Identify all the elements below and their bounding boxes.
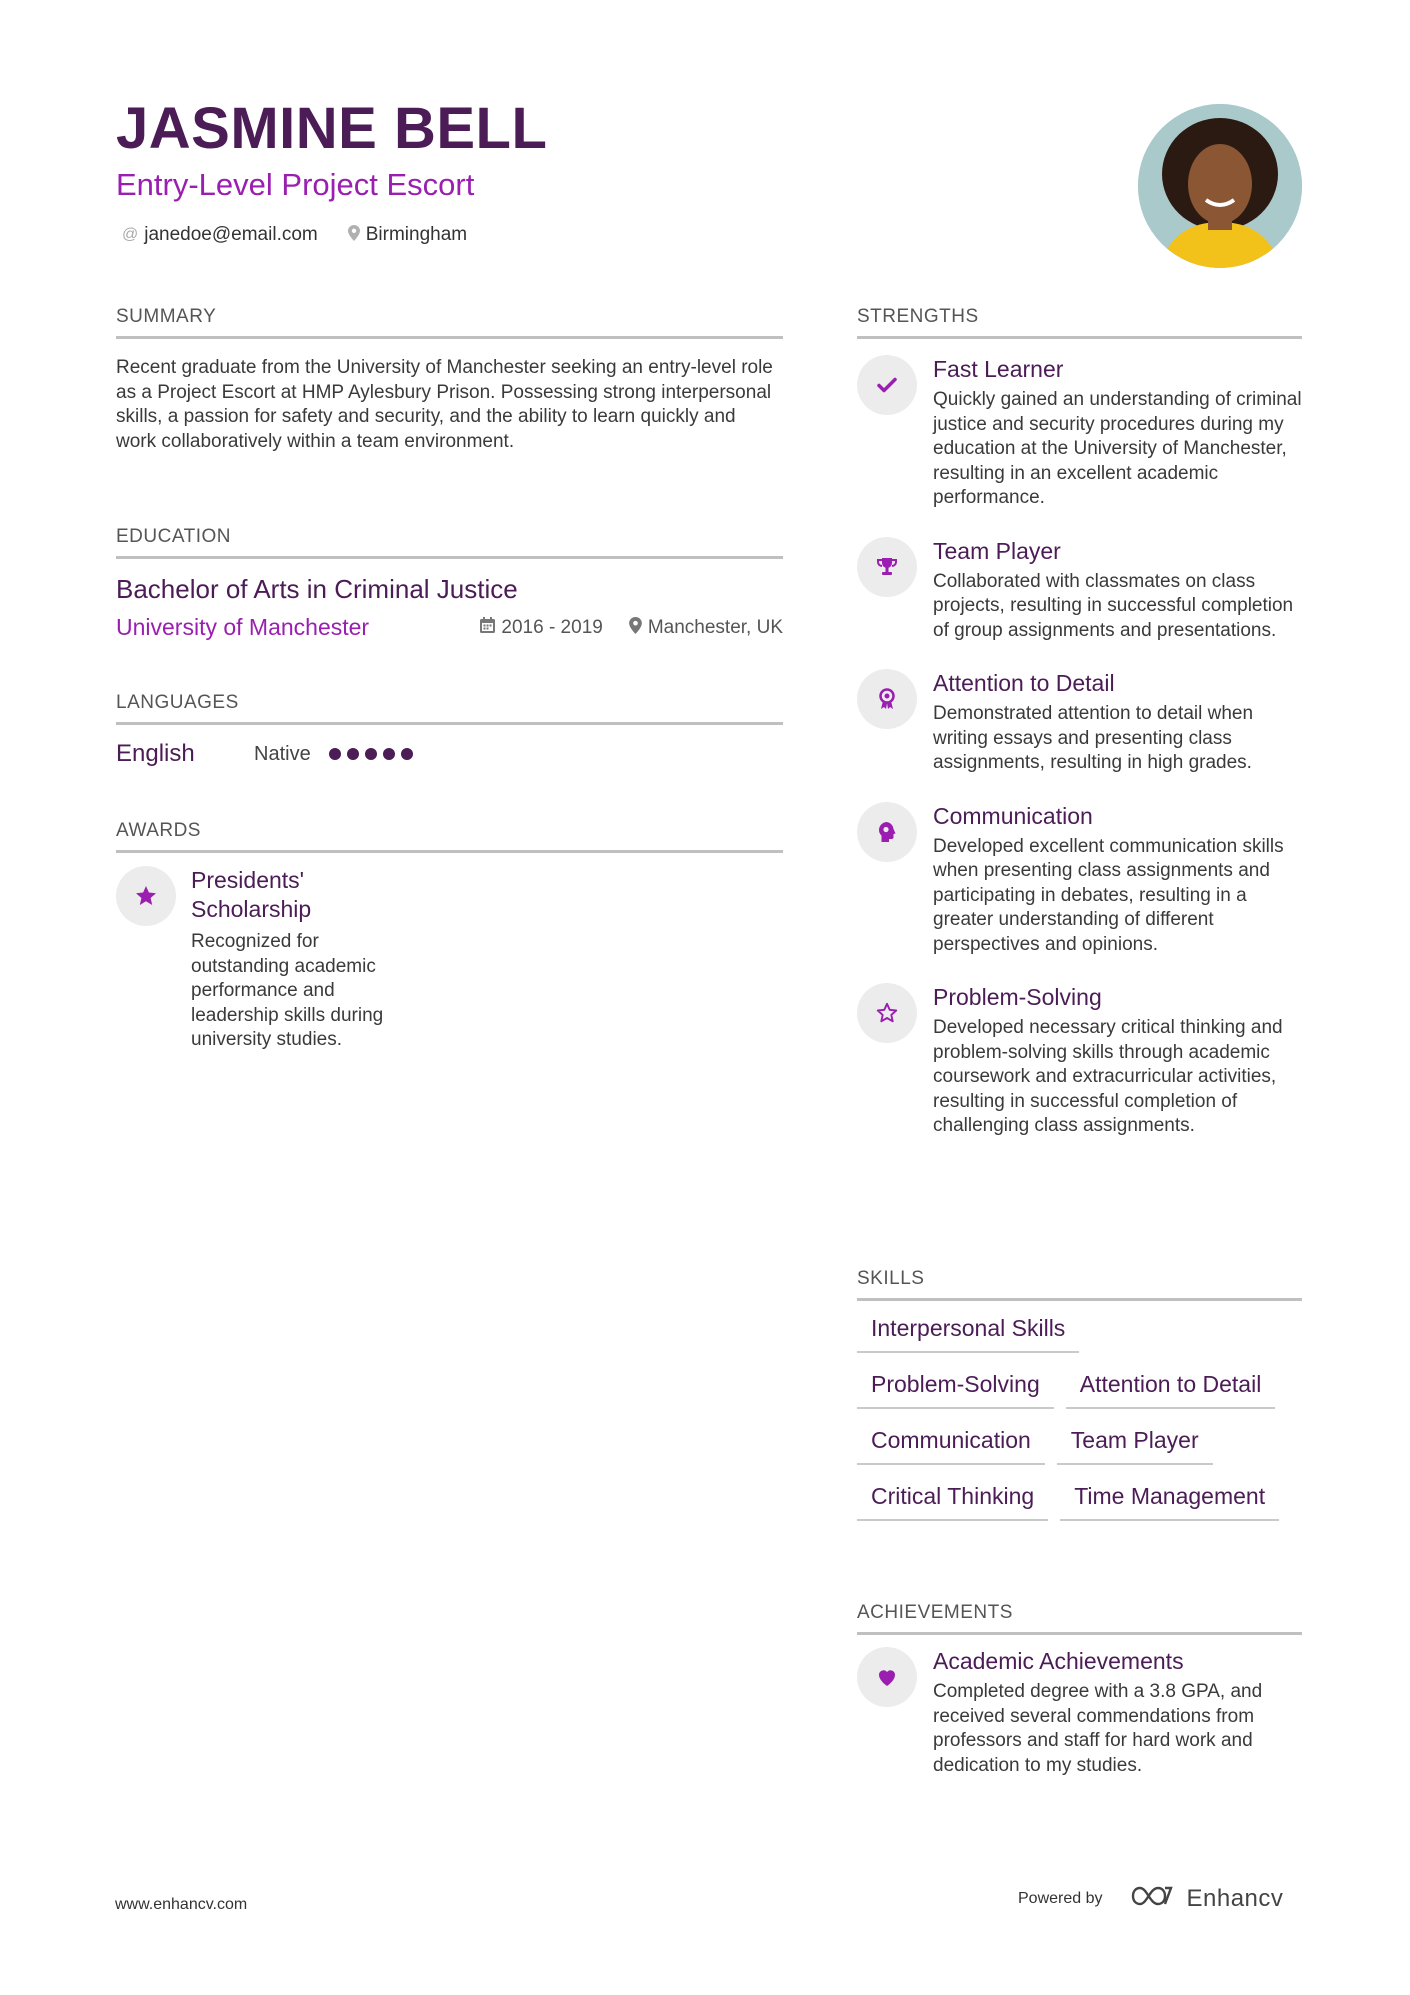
strength-item — [857, 802, 1302, 958]
email-contact[interactable] — [122, 224, 318, 246]
location-text: Birmingham — [365, 224, 468, 245]
education-details — [116, 614, 783, 641]
summary-heading: SUMMARY — [116, 306, 783, 339]
skill-row — [857, 1371, 1302, 1409]
profile-photo — [1138, 104, 1302, 268]
education-location — [629, 617, 783, 639]
language-rating — [329, 748, 413, 760]
language-name: English — [116, 740, 195, 767]
skills-heading: SKILLS — [857, 1268, 1302, 1301]
heart-icon — [857, 1647, 917, 1707]
strength-item — [857, 537, 1302, 644]
skill-row — [857, 1427, 1302, 1465]
contact-info — [122, 224, 467, 246]
skill-row — [857, 1315, 1302, 1353]
trophy-icon — [857, 537, 917, 597]
location-pin-icon — [348, 225, 360, 246]
strength-item — [857, 355, 1302, 511]
strengths-list — [857, 355, 1302, 1165]
enhancv-logo-icon — [1129, 1884, 1175, 1913]
rating-dot — [365, 748, 377, 760]
strengths-heading: STRENGTHS — [857, 306, 1302, 339]
skill-tag: Problem-Solving — [857, 1371, 1054, 1409]
calendar-icon — [480, 617, 495, 638]
awards-heading: AWARDS — [116, 820, 783, 853]
achievement-item — [857, 1647, 1302, 1778]
rating-dot — [383, 748, 395, 760]
skill-tag: Attention to Detail — [1066, 1371, 1276, 1409]
strength-item — [857, 983, 1302, 1139]
check-icon — [857, 355, 917, 415]
strength-item — [857, 669, 1302, 776]
strength-title: Communication — [933, 802, 1093, 829]
award-item — [116, 866, 421, 1053]
strength-title: Attention to Detail — [933, 670, 1115, 696]
strength-title: Problem-Solving — [933, 984, 1102, 1010]
strength-desc: Developed excellent communication skills when presenting class assignments and participating in debates, resulting in a greater understanding of different perspectives and opinions. — [933, 835, 1284, 955]
rating-dot — [347, 748, 359, 760]
strength-title: Fast Learner — [933, 356, 1064, 382]
language-level: Native — [254, 742, 311, 765]
education-degree: Bachelor of Arts in Criminal Justice — [116, 574, 518, 604]
strength-desc: Collaborated with classmates on class projects, resulting in successful completion of group assignments and presentations. — [933, 570, 1294, 641]
strength-title: Team Player — [933, 537, 1061, 564]
brand-name: Enhancv — [1186, 1884, 1284, 1912]
skill-row — [857, 1483, 1302, 1521]
languages-heading: LANGUAGES — [116, 692, 783, 725]
education-dates-text: 2016 - 2019 — [501, 616, 603, 638]
education-location-text: Manchester, UK — [647, 616, 783, 638]
achievements-heading: ACHIEVEMENTS — [857, 1602, 1302, 1635]
education-heading: EDUCATION — [116, 526, 783, 559]
language-item — [116, 740, 413, 768]
strength-desc: Developed necessary critical thinking and problem-solving skills through academic coursework and extracurricular activities, resulting in successful completion of challenging class assignments. — [933, 1017, 1283, 1136]
skill-tag: Time Management — [1060, 1483, 1279, 1521]
rating-dot — [329, 748, 341, 760]
skill-tag: Critical Thinking — [857, 1483, 1048, 1521]
powered-by-label: Powered by — [1018, 1889, 1103, 1907]
location-pin-icon — [629, 617, 642, 639]
achievement-title: Academic Achievements — [933, 1648, 1184, 1674]
skill-tag: Interpersonal Skills — [857, 1315, 1079, 1353]
skill-tag: Team Player — [1057, 1427, 1213, 1465]
star-icon — [116, 866, 176, 926]
skill-tag: Communication — [857, 1427, 1045, 1465]
candidate-name: JASMINE BELL — [116, 96, 548, 161]
achievement-desc: Completed degree with a 3.8 GPA, and received several commendations from professors and staff for hard work and dedication to my studies. — [933, 1681, 1263, 1776]
summary-text: Recent graduate from the University of Manchester seeking an entry-level role as a Project Escort at HMP Aylesbury Prison. Possessing strong interpersonal skills, a passion for safety and security, and the ability to learn quickly and work collaboratively within a team environment. — [116, 357, 773, 452]
award-desc: Recognized for outstanding academic performance and leadership skills during university studies. — [191, 931, 384, 1050]
at-icon: @ — [122, 226, 139, 243]
strength-desc: Quickly gained an understanding of criminal justice and security procedures during my education at the University of Manchester, resulting in an excellent academic performance. — [933, 389, 1302, 508]
footer-website-link[interactable]: www.enhancv.com — [115, 1896, 248, 1913]
strength-desc: Demonstrated attention to detail when writing essays and presenting class assignments, resulting in high grades. — [933, 703, 1254, 773]
education-dates — [480, 617, 602, 639]
award-title: Presidents' Scholarship — [191, 867, 312, 922]
email-text: janedoe@email.com — [144, 224, 318, 245]
candidate-title: Entry-Level Project Escort — [116, 167, 475, 202]
head-icon — [857, 802, 917, 862]
skills-list — [857, 1315, 1302, 1539]
star-outline-icon — [857, 983, 917, 1043]
rating-dot — [401, 748, 413, 760]
footer-brand[interactable] — [1018, 1884, 1283, 1913]
location-contact — [348, 224, 467, 246]
education-school: University of Manchester — [116, 614, 370, 640]
medal-icon — [857, 669, 917, 729]
